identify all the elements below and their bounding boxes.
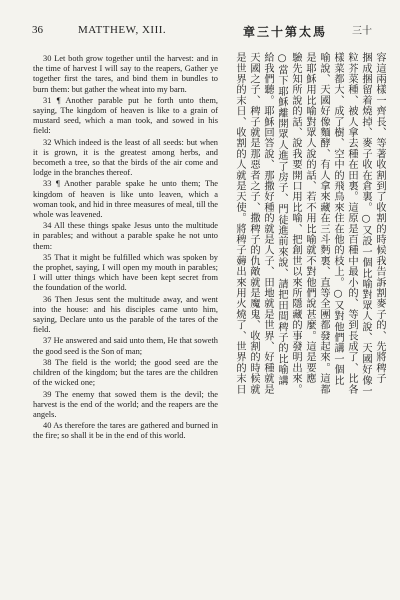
verse-39: 39 The enemy that sowed them is the devil; the harvest is the end of the world; and the reapers are the angels. xyxy=(33,389,218,419)
verse-34: 34 All these things spake Jesus unto the multitude in parables; and without a parable spake he not unto them: xyxy=(33,221,218,251)
verse-40: 40 As therefore the tares are gathered and burned in the fire; so shall it be in the end of this world. xyxy=(33,421,218,441)
chinese-column-9: 給我們聽。耶穌回答說、那撒好種的就是人子、田地就是世界、好種就是 xyxy=(262,52,274,395)
verse-31: 31 ¶ Another parable put he forth unto them, saying, The kingdom of heaven is like to a grain of mustard seed, which a man took, and sowed in his field: xyxy=(33,95,218,136)
verse-38: 38 The field is the world; the good seed are the children of the kingdom; but the tares are the children of the wicked one; xyxy=(33,357,218,388)
running-head: MATTHEW, XIII. xyxy=(78,24,167,36)
page-number: 36 xyxy=(32,24,43,36)
verse-32: 32 Which indeed is the least of all seeds: but when it is grown, it is the greatest among herbs, and becometh a tree, so that the birds of the air come and lodge in the branches thereof. xyxy=(33,137,218,178)
page-header xyxy=(20,24,380,42)
chinese-column-8: ○當下耶穌離開眾人進了房子、門徒進前來說、請把田間稗子的比喻講 xyxy=(276,52,288,386)
verse-36: 36 Then Jesus sent the multitude away, and went into the house: and his disciples came unto him, saying, Declare unto us the parable of the tares of the field. xyxy=(33,294,218,335)
chinese-column-7: 驗先知所說的話、說我要開口用比喻、把創世以來所隱藏的事發明出來。 xyxy=(290,52,302,395)
chinese-column-4: 樣菜都大、成了樹、空中的飛鳥來住在他的枝上。○又對他們講一個比 xyxy=(332,52,344,386)
verse-35: 35 That it might be fulfilled which was spoken by the prophet, saying, I will open my mouth in parables; I will utter things which have been kept secret from the foundation of the world. xyxy=(33,252,218,293)
chinese-text-column xyxy=(226,52,386,584)
chinese-column-5: 喻說、天國好像麵酵、有人拿來藏在三斗麪裏、直等全團都發起來。這都 xyxy=(318,52,330,395)
chinese-column-6: 是耶穌用比喻對眾人說的話、若不用比喻就不對他們說甚麼。這是要應 xyxy=(304,52,316,384)
page-marker: 三十 xyxy=(352,26,372,37)
verse-37: 37 He answered and said unto them, He that soweth the good seed is the Son of man; xyxy=(33,336,218,356)
chinese-column-2: 捆成捆留着燒掉、麥子收在倉裏。○又設一個比喻對眾人說、天國好像一 xyxy=(360,52,372,397)
english-text-column xyxy=(33,54,218,443)
verse-30: 30 Let both grow together until the harvest: and in the time of harvest I will say to the reapers, Gather ye together first the tares, and bind them in bundles to burn them: but gather the wheat into my barn. xyxy=(33,54,218,94)
chinese-running-head: 章三十第太馬 xyxy=(243,25,328,39)
chinese-column-3: 粒芥菜種、被人拿去種在田裏。這原是百種中最小的、等到長成了、比各 xyxy=(346,52,358,395)
verse-33: 33 ¶ Another parable spake he unto them; The kingdom of heaven is like unto leaven, which a woman took, and hid in three measures of meal, till the whole was leavened. xyxy=(33,179,218,220)
chinese-column-1: 容這兩樣一齊長、等著收割到了收割的時候我告訴割麥子的、先將稗子 xyxy=(374,52,386,384)
chinese-column-10: 天國之子、稗子就是那惡者之子、撒稗子的仇敵就是魔鬼、收割的時候就 xyxy=(248,52,260,395)
chinese-column-11: 是世界的末日、收割的人就是天使。將稗子薅出來用火燒了、世界的末日 xyxy=(234,52,246,395)
